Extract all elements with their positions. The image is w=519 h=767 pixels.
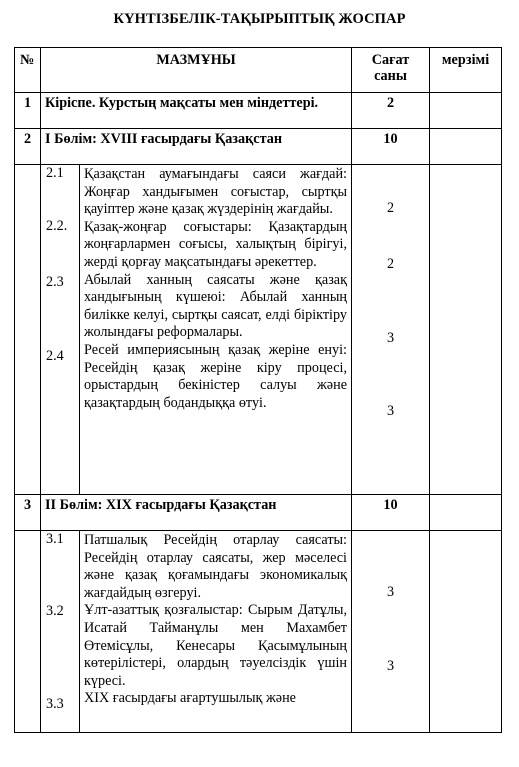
subtopic-number: 3.3 [46,696,64,712]
section-title: ІІ Бөлім: XIX ғасырдағы Қазақстан [41,495,352,531]
subtopic-hours [352,165,430,495]
row-number: 1 [15,93,41,129]
subtopic-numbers [41,165,80,495]
subtopic-text: Қазақстан аумағындағы саяси жағдай: Жоңғар хандығымен соғыстар, сыртқы қауіптер және қазақ жүздерінің жағдайы. [84,166,347,218]
subtopic-hours-value: 3 [386,584,395,600]
subtopic-number: 2.1 [46,165,64,181]
subtopic-date [430,531,502,733]
subtopic-hours-value: 2 [386,200,395,216]
page-title: КҮНТІЗБЕЛІК-ТАҚЫРЫПТЫҚ ЖОСПАР [113,11,406,27]
subtopic-hours [352,531,430,733]
subtopic-date [430,165,502,495]
subtopic-hours-value: 3 [386,330,395,346]
row-hours: 2 [352,93,430,129]
table-header-row [15,48,502,93]
row-date [430,93,502,129]
table-row-intro [15,93,502,129]
header-content: МАЗМҰНЫ [41,48,352,93]
subtopic-texts [80,531,352,733]
subtopic-text: Қазақ-жоңғар соғыстары: Қазақтардың жоңғарлармен соғысы, халықтың бірігуі, жерді қорғау мақсатындағы әрекеттер. [84,218,347,270]
header-hours-line2: саны [374,68,407,84]
empty-cell [15,165,41,495]
section-number: 3 [15,495,41,531]
table-row-section-2-topics [15,531,502,733]
subtopic-hours-value: 3 [386,403,395,419]
subtopic-number: 2.4 [46,348,64,364]
subtopic-number: 2.3 [46,274,64,290]
section-date [430,129,502,165]
header-hours [352,48,430,93]
subtopic-text: Ресей империясының қазақ жеріне енуі: Ресейдің қазақ жеріне кіру процесі, орыстардың бекіністер салуы және қазақтардың бодандыққа өтуі. [84,341,347,411]
subtopic-texts [80,165,352,495]
subtopic-text: Ұлт-азаттық қозғалыстар: Сырым Датұлы, Исатай Тайманұлы мен Махамбет Өтемісұлы, Кенесары Қасымұлының көтерілістері, олардың тәуелсіздік үшін күресі. [84,602,347,689]
section-title: І Бөлім: XVIII ғасырдағы Қазақстан [41,129,352,165]
subtopic-hours-value: 2 [386,256,395,272]
subtopic-number: 3.1 [46,531,64,547]
subtopic-numbers [41,531,80,733]
table-row-section-2 [15,495,502,531]
subtopic-text: Абылай ханның саясаты және қазақ хандығының күшеюі: Абылай ханның билікке келуі, сыртқы саясат, елді біріктіру жолындағы реформалары. [84,271,347,341]
subtopic-number: 2.2. [46,218,68,234]
table-row-section-1-topics [15,165,502,495]
section-number: 2 [15,129,41,165]
subtopic-text: Патшалық Ресейдің отарлау саясаты: Ресейдің отарлау саясаты, жер мәселесі және қазақ қоғамындағы экономикалық жағдайдың өзгеруі. [84,532,347,601]
header-hours-line1: Сағат [371,52,410,68]
subtopic-hours-value: 3 [386,658,395,674]
plan-table [14,47,502,733]
header-number: № [15,48,41,93]
section-hours: 10 [352,129,430,165]
header-date: мерзімі [430,48,502,93]
row-topic: Кіріспе. Курстың мақсаты мен міндеттері. [41,93,352,129]
section-hours: 10 [352,495,430,531]
table-row-section-1 [15,129,502,165]
empty-cell [15,531,41,733]
subtopic-text: XIX ғасырдағы ағартушылық және [84,690,296,707]
subtopic-number: 3.2 [46,603,64,619]
section-date [430,495,502,531]
